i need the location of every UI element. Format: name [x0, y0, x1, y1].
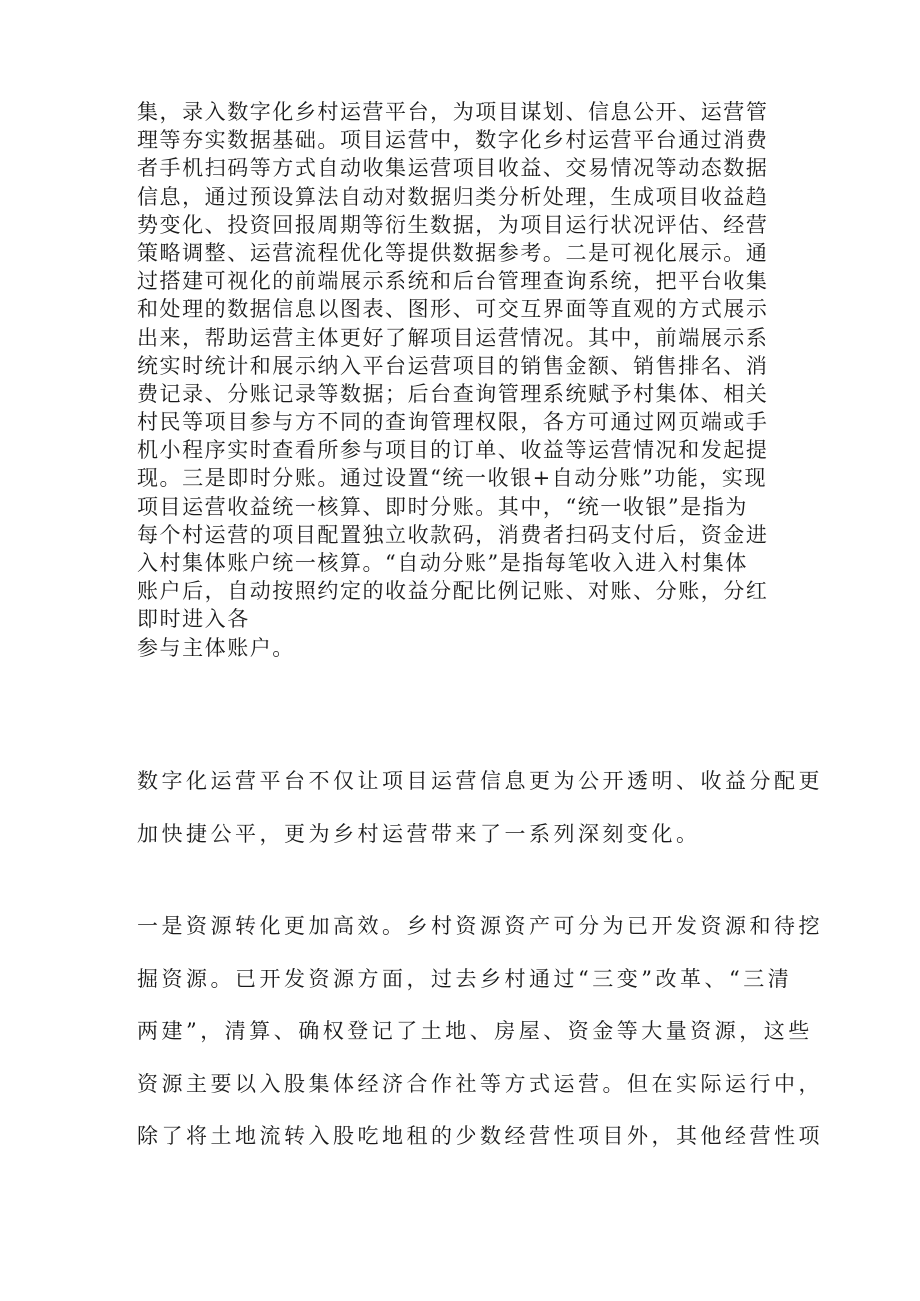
text-line: 入村集体账户统一核算。“自动分账”是指每笔收入进入村集体	[137, 551, 748, 575]
text-line: 出来，帮助运营主体更好了解项目运营情况。其中，前端展示系	[137, 325, 769, 350]
text-line: 信息，通过预设算法自动对数据归类分析处理，生成项目收益趋	[137, 184, 769, 209]
text-line: 掘资源。已开发资源方面，过去乡村通过“三变”改革、“三清	[137, 966, 793, 991]
text-line: 策略调整、运营流程优化等提供数据参考。二是可视化展示。通	[137, 240, 769, 265]
text-line: 势变化、投资回报周期等衍生数据，为项目运行状况评估、经营	[137, 212, 769, 237]
text-line: 机小程序实时查看所参与项目的订单、收益等运营情况和发起提	[137, 438, 769, 463]
text-line: 现。三是即时分账。通过设置“统一收银+自动分账”功能，实现	[137, 466, 768, 491]
text-line: 数字化运营平台不仅让项目运营信息更为公开透明、收益分配更	[137, 769, 823, 793]
text-line: 一是资源转化更加高效。乡村资源资产可分为已开发资源和待挖	[137, 914, 823, 938]
text-line: 费记录、分账记录等数据；后台查询管理系统赋予村集体、相关	[137, 381, 769, 406]
text-line: 集，录入数字化乡村运营平台，为项目谋划、信息公开、运营管	[137, 100, 769, 124]
text-line: 者手机扫码等方式自动收集运营项目收益、交易情况等动态数据	[137, 156, 769, 181]
text-line: 每个村运营的项目配置独立收款码，消费者扫码支付后，资金进	[137, 522, 769, 547]
text-line: 资源主要以入股集体经济合作社等方式运营。但在实际运行中，	[137, 1071, 823, 1096]
text-line: 理等夯实数据基础。项目运营中，数字化乡村运营平台通过消费	[137, 128, 769, 153]
text-line: 即时进入各	[137, 607, 250, 632]
text-line: 项目运营收益统一核算、即时分账。其中，“统一收银”是指为	[137, 494, 748, 519]
text-line: 两建”，清算、确权登记了土地、房屋、资金等大量资源，这些	[137, 1019, 813, 1043]
text-line: 账户后，自动按照约定的收益分配比例记账、对账、分账，分红	[137, 579, 769, 604]
text-line: 参与主体账户。	[137, 635, 295, 660]
text-line: 过搭建可视化的前端展示系统和后台管理查询系统，把平台收集	[137, 269, 769, 294]
paragraph-2	[137, 755, 823, 860]
text-line: 和处理的数据信息以图表、图形、可交互界面等直观的方式展示	[137, 297, 769, 322]
paragraph-3	[137, 900, 823, 1163]
paragraph-1	[137, 98, 797, 662]
text-line: 除了将土地流转入股吃地租的少数经营性项目外，其他经营性项	[137, 1124, 823, 1148]
text-line: 加快捷公平，更为乡村运营带来了一系列深刻变化。	[137, 821, 701, 846]
text-line: 村民等项目参与方不同的查询管理权限，各方可通过网页端或手	[137, 410, 769, 435]
text-line: 统实时统计和展示纳入平台运营项目的销售金额、销售排名、消	[137, 353, 769, 378]
